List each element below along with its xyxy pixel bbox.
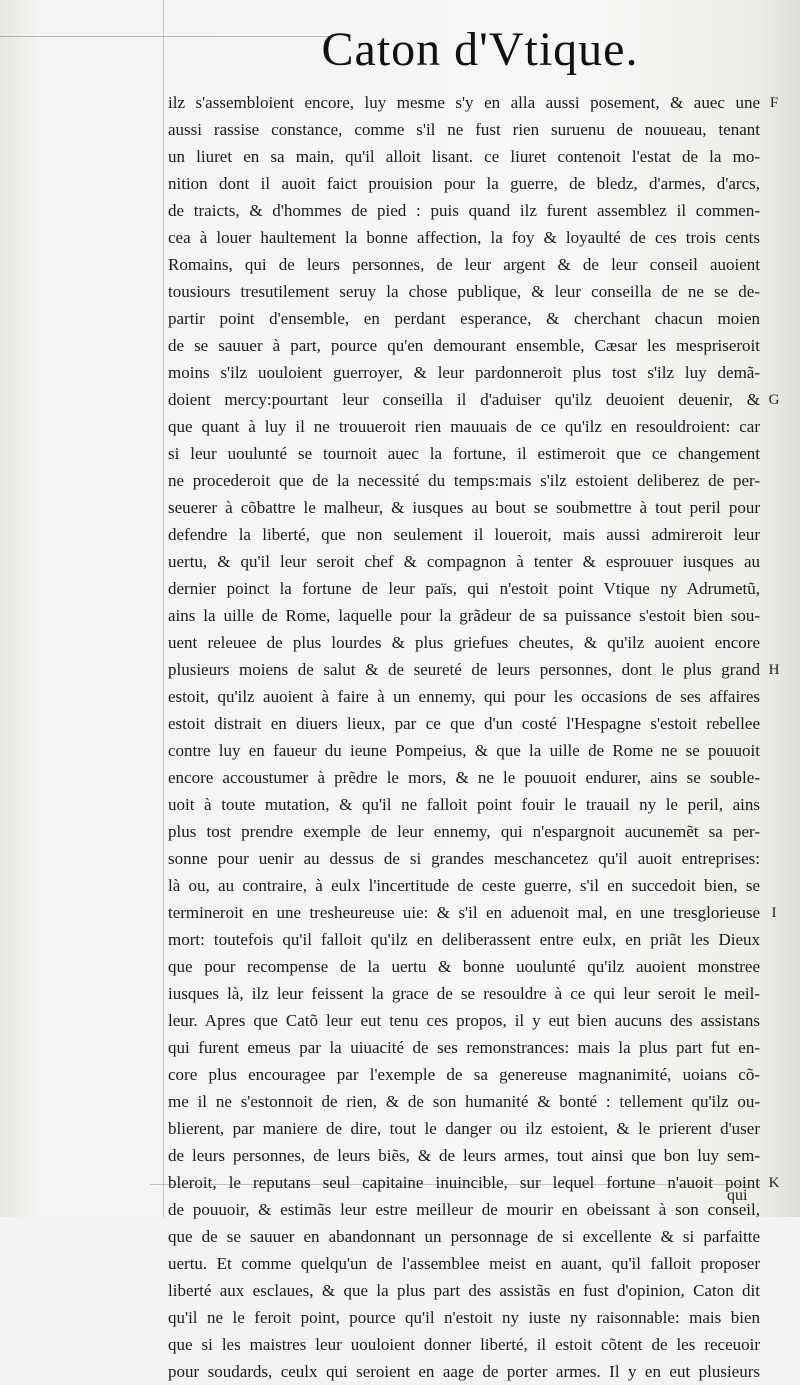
top-rule	[0, 36, 330, 37]
text-line: iusques là, ilz leur feissent la grace de se resouldre à ce qui leur seroit le meil-	[168, 984, 760, 1003]
text-line: de leurs personnes, de leurs biẽs, & de leurs armes, tout ainsi que bon luy sem-	[168, 1146, 760, 1165]
text-line: core plus encouragee par l'exemple de sa genereuse magnanimité, uoians cõ-	[168, 1065, 760, 1084]
text-line: nition dont il auoit faict prouision pour la guerre, de bledz, d'armes, d'arcs,	[168, 174, 760, 193]
text-line: seuerer à cõbattre le malheur, & iusques au bout se soubmettre à tout peril pour	[168, 498, 760, 517]
text-line: ilz s'assembloient encore, luy mesme s'y en alla aussi posement, & auec une	[168, 93, 760, 112]
text-line: termineroit en une tresheureuse uie: & s'il en aduenoit mal, en une tresglorieuse	[168, 903, 760, 922]
text-line: aussi rassise constance, comme s'il ne fust rien suruenu de nouueau, tenant	[168, 120, 760, 139]
text-line: liberté aux esclaues, & que la plus part des assistãs en fust d'opinion, Caton dit	[168, 1281, 760, 1300]
text-line: me il ne s'estonnoit de rien, & de son humanité & bonté : tellement qu'ilz ou-	[168, 1092, 760, 1111]
text-line: blierent, par maniere de dire, tout le danger ou ilz estoient, & le prierent d'user	[168, 1119, 760, 1138]
text-line: qui furent emeus par la uiuacité de ses remonstrances: mais la plus part fut en-	[168, 1038, 760, 1057]
text-line: pour soudards, ceulx qui seroient en aage de porter armes. Il y en eut plusieurs	[168, 1362, 760, 1381]
text-line: si leur uoulunté se tournoit auec la fortune, il estimeroit que ce changement	[168, 444, 760, 463]
body-text	[168, 89, 760, 1385]
text-line: uent releuee de plus lourdes & plus griefues cheutes, & qu'ilz auoient encore	[168, 633, 760, 652]
text-line: plusieurs moiens de salut & de seureté de leurs personnes, dont le plus grand	[168, 660, 760, 679]
text-line: que pour recompense de la uertu & bonne uoulunté qu'ilz auoient monstree	[168, 957, 760, 976]
text-line: de traicts, & d'hommes de pied : puis quand ilz furent assemblez il commen-	[168, 201, 760, 220]
text-line: de se sauuer à part, pource qu'en demourant ensemble, Cæsar les mespriseroit	[168, 336, 760, 355]
text-line: plus tost prendre exemple de leur ennemy, qui n'espargnoit aucunemẽt sa per-	[168, 822, 760, 841]
margin-marker: I	[771, 905, 777, 921]
text-line: bleroit, le reputans seul capitaine inuincible, sur lequel fortune n'auoit point	[168, 1173, 760, 1192]
margin-marker: G	[768, 392, 780, 408]
text-line: partir point d'ensemble, en perdant esperance, & cherchant chacun moien	[168, 309, 760, 328]
text-line: ne procederoit que de la necessité du temps:mais s'ilz estoient deliberez de per-	[168, 471, 760, 490]
text-line: mort: toutefois qu'il falloit qu'ilz en deliberassent entre eulx, en priãt les Dieux	[168, 930, 760, 949]
text-line: que si les maistres leur uouloient donner liberté, il estoit cõtent de les receuoir	[168, 1335, 760, 1354]
text-line: que de se sauuer en abandonnant un personnage de si excellente & si parfaitte	[168, 1227, 760, 1246]
text-line: uoit à toute mutation, & qu'il ne falloit point fouir le trauail ny le peril, ains	[168, 795, 760, 814]
text-line: encore accoustumer à prẽdre le mors, & ne le pouuoit endurer, ains se souble-	[168, 768, 760, 787]
text-line: dernier poinct la fortune de leur païs, qui n'estoit point Vtique ny Adrumetũ,	[168, 579, 760, 598]
text-line: un liuret en sa main, qu'il alloit lisant. ce liuret contenoit l'estat de la mo-	[168, 147, 760, 166]
text-line: moins s'ilz uouloient guerroyer, & leur pardonneroit plus tost s'ilz luy demã-	[168, 363, 760, 382]
margin-marker: H	[768, 662, 780, 678]
text-line: Romains, qui de leurs personnes, de leur argent & de leur conseil auoient	[168, 255, 760, 274]
text-line: uertu, & qu'il leur seroit chef & compagnon à tenter & esprouuer iusques au	[168, 552, 760, 571]
text-line: uertu. Et comme quelqu'un de l'assemblee meist en auant, qu'il falloit proposer	[168, 1254, 760, 1273]
left-margin-rule	[163, 0, 164, 1217]
margin-marker: K	[768, 1175, 780, 1191]
text-line: estoit, qu'ilz auoient à faire à un ennemy, qui pour les occasions de ses affaires	[168, 687, 760, 706]
text-line: contre luy en faueur du ieune Pompeius, & que la uille de Rome ne se pouuoit	[168, 741, 760, 760]
text-line: qu'il ne le feroit point, pource qu'il n'estoit ny iuste ny raisonnable: mais bien	[168, 1308, 760, 1327]
text-line: defendre la liberté, que non seulement il loueroit, mais aussi admireroit leur	[168, 525, 760, 544]
text-line: tousiours tresutilement seruy la chose publique, & leur conseilla de ne se de-	[168, 282, 760, 301]
text-line: leur. Apres que Catõ leur eut tenu ces propos, il y eut bien aucuns des assistans	[168, 1011, 760, 1030]
text-line: là ou, au contraire, à eulx l'incertitude de ceste guerre, s'il en succedoit bien, se	[168, 876, 760, 895]
text-line: estoit distrait en diuers lieux, par ce que d'un costé l'Hespagne s'estoit rebellee	[168, 714, 760, 733]
text-line: sonne pour uenir au dessus de si grandes meschancetez qu'il auoit entreprises:	[168, 849, 760, 868]
text-line: doient mercy:pourtant leur conseilla il d'aduiser qu'ilz deuoient deuenir, &	[168, 390, 760, 409]
text-line: ains la uille de Rome, laquelle pour la grãdeur de sa puissance s'estoit bien sou-	[168, 606, 760, 625]
margin-marker: F	[769, 95, 779, 111]
text-line: de pouuoir, & estimãs leur estre meilleur de mourir en obeissant à son conseil,	[168, 1200, 760, 1219]
catchword: qui	[727, 1187, 748, 1204]
text-line: cea à louer haultement la bonne affection, la foy & loyaulté de ces trois cents	[168, 228, 760, 247]
running-header-title: Caton d'Vtique.	[321, 23, 639, 76]
text-line: que quant à luy il ne trouueroit rien mauuais de ce qu'ilz en resouldroient: car	[168, 417, 760, 436]
